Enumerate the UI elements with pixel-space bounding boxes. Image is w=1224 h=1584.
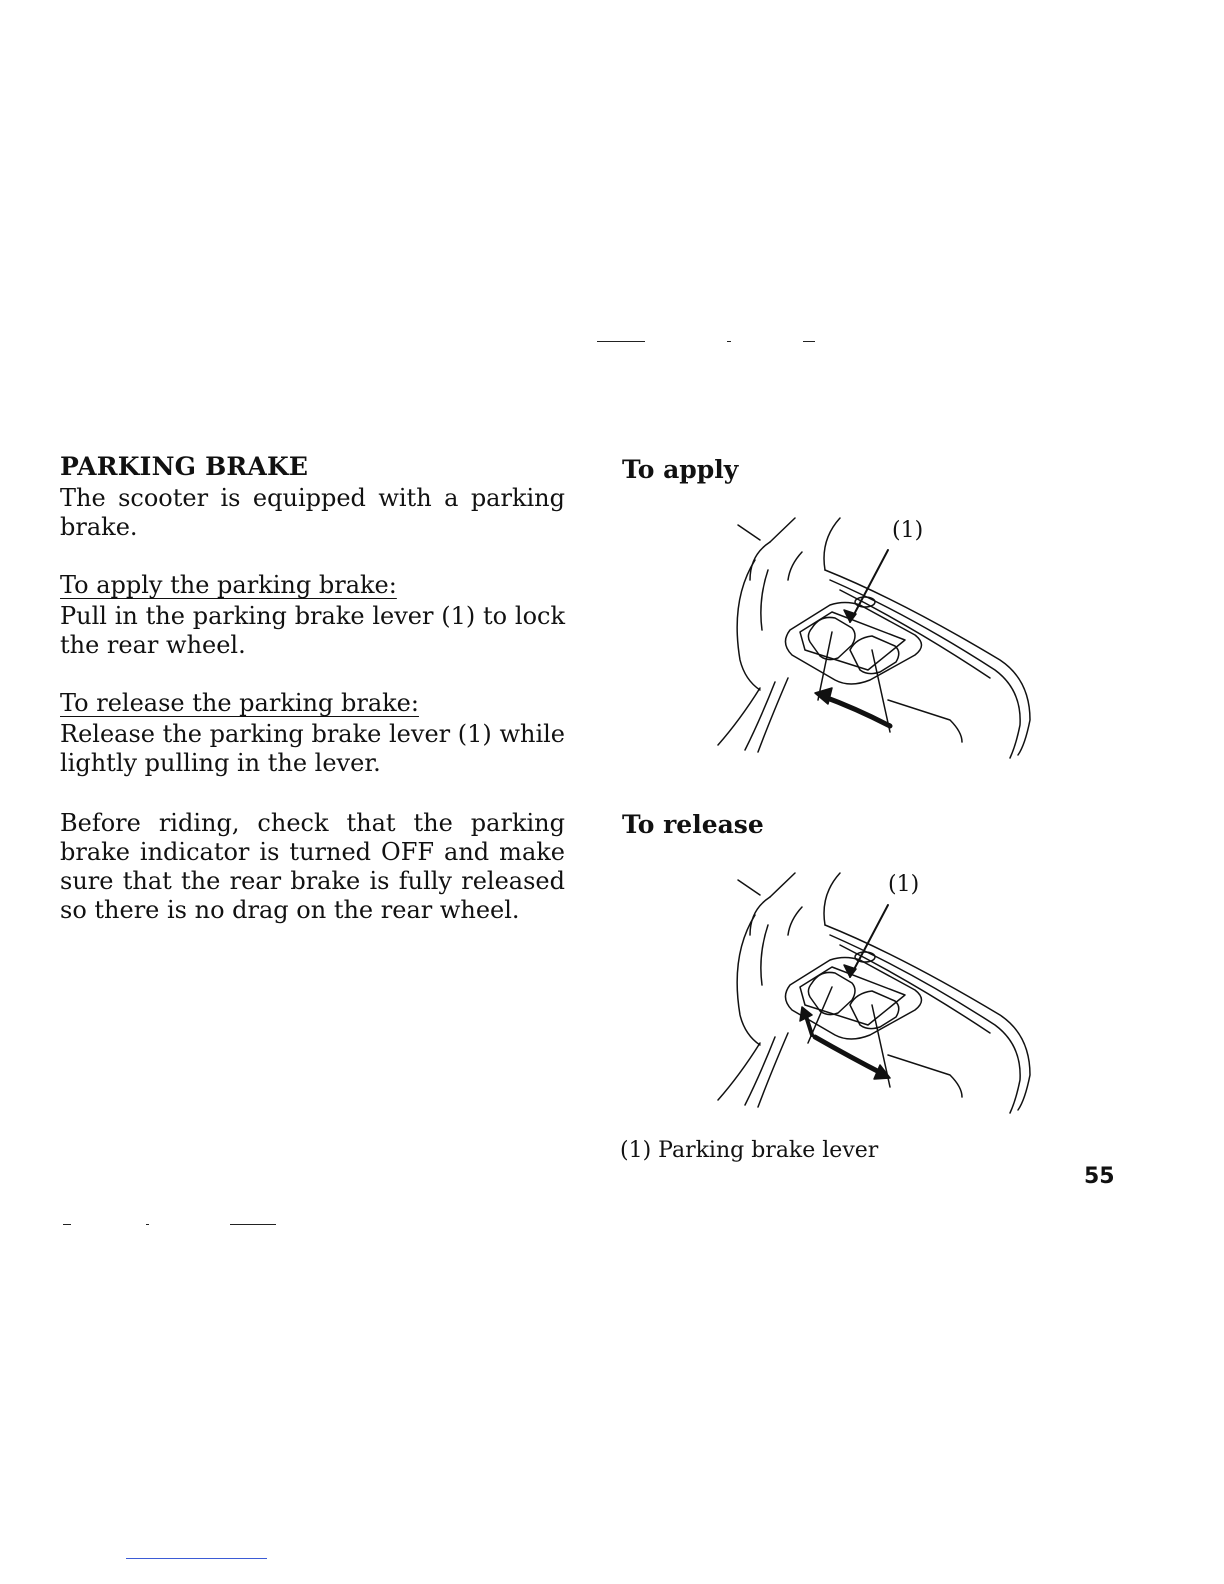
scan-mark-top-1 bbox=[597, 341, 645, 342]
section-heading: PARKING BRAKE bbox=[60, 452, 309, 481]
release-subheading: To release the parking brake: bbox=[60, 689, 419, 717]
apply-paragraph: Pull in the parking brake lever (1) to lock the rear wheel. bbox=[60, 602, 565, 659]
scan-mark-bottom-2 bbox=[146, 1224, 149, 1225]
check-paragraph: Before riding, check that the parking brake indicator is turned OFF and make sure that the rear brake is fully released so there is no drag on the rear wheel. bbox=[60, 809, 565, 924]
apply-callout-label: (1) bbox=[892, 518, 924, 543]
apply-subheading: To apply the parking brake: bbox=[60, 571, 397, 599]
scan-mark-bottom-3 bbox=[230, 1224, 276, 1225]
release-figure-title: To release bbox=[622, 810, 764, 839]
release-lever-illustration bbox=[700, 865, 1050, 1115]
release-paragraph: Release the parking brake lever (1) while lightly pulling in the lever. bbox=[60, 720, 565, 777]
scan-mark-bottom-1 bbox=[63, 1224, 71, 1225]
bottom-blue-rule bbox=[126, 1558, 267, 1559]
scan-mark-top-3 bbox=[803, 341, 815, 342]
scan-mark-top-2 bbox=[727, 341, 731, 342]
apply-lever-illustration bbox=[700, 510, 1050, 760]
apply-figure-title: To apply bbox=[622, 455, 739, 484]
intro-paragraph: The scooter is equipped with a parking brake. bbox=[60, 484, 565, 541]
release-callout-label: (1) bbox=[888, 872, 920, 897]
figure-caption: (1) Parking brake lever bbox=[620, 1138, 879, 1163]
page-number: 55 bbox=[1084, 1164, 1115, 1189]
